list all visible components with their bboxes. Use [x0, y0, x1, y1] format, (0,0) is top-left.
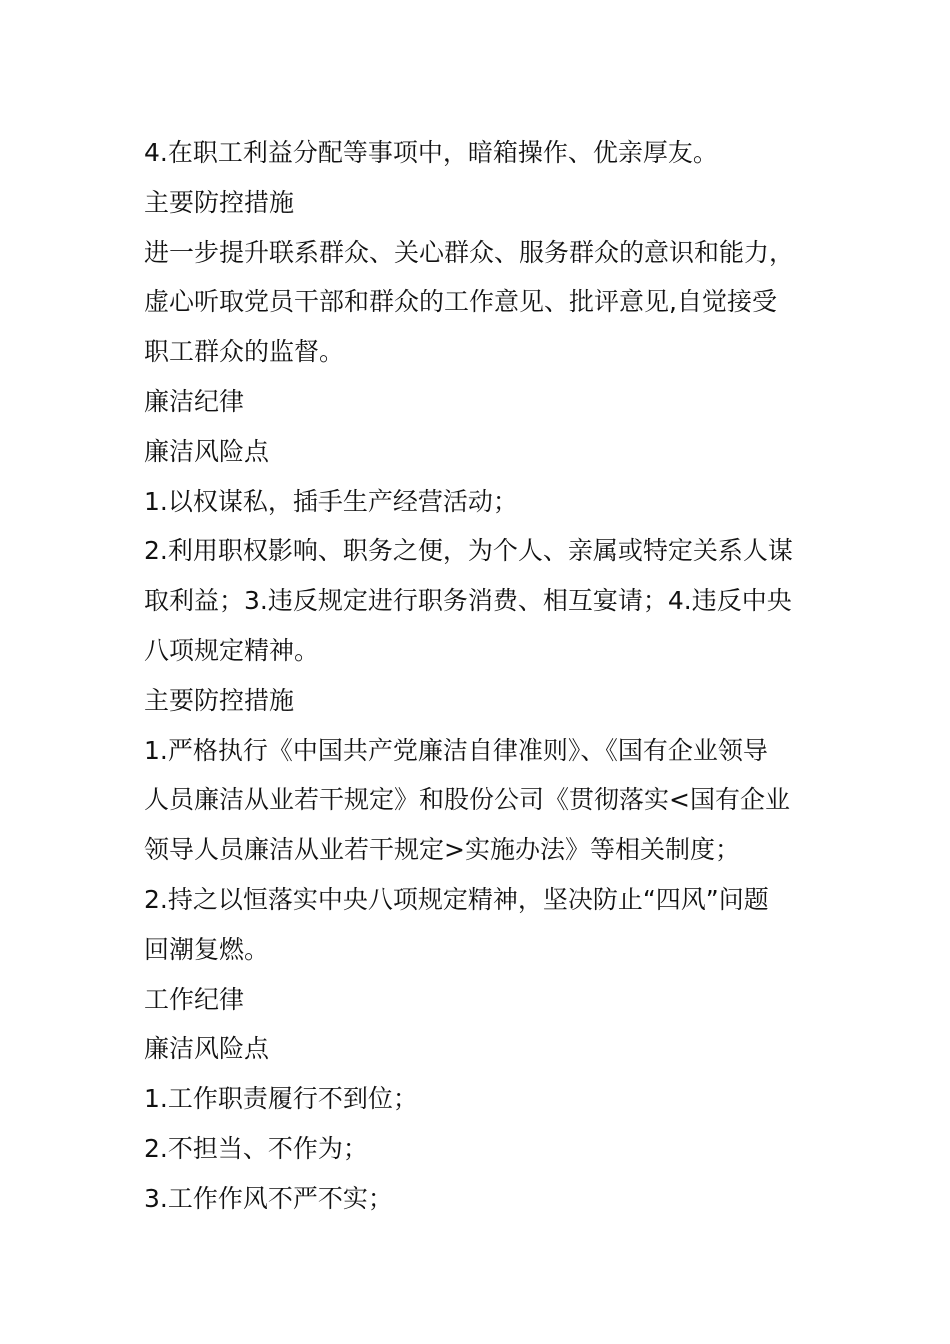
section-heading: 廉洁风险点 [144, 436, 270, 466]
text-line: 进一步提升联系群众、关心群众、服务群众的意识和能力， [144, 237, 795, 267]
text-line: 回潮复燃。 [144, 934, 270, 964]
section-heading: 主要防控措施 [144, 187, 295, 217]
document-body [144, 128, 814, 1224]
text-line: 1.严格执行《中国共产党廉洁自律准则》、《国有企业领导 [144, 735, 768, 765]
text-line: 2.利用职权影响、职务之便，为个人、亲属或特定关系人谋 [144, 536, 793, 566]
text-line: 1.工作职责履行不到位； [144, 1084, 418, 1114]
text-line: 4.在职工利益分配等事项中，暗箱操作、优亲厚友。 [144, 138, 718, 167]
text-line: 3.工作作风不严不实； [144, 1183, 393, 1213]
text-line: 人员廉洁从业若干规定》和股份公司《贯彻落实<国有企业 [144, 785, 790, 815]
section-heading: 工作纪律 [144, 984, 245, 1014]
text-line: 职工群众的监督。 [144, 337, 345, 367]
text-line: 取利益；3.违反规定进行职务消费、相互宴请；4.违反中央 [144, 586, 792, 616]
text-line: 领导人员廉洁从业若干规定>实施办法》等相关制度； [144, 835, 740, 865]
section-heading: 廉洁风险点 [144, 1034, 270, 1064]
section-heading: 廉洁纪律 [144, 386, 245, 416]
section-heading: 主要防控措施 [144, 685, 295, 715]
text-line: 2.持之以恒落实中央八项规定精神，坚决防止“四风”问题 [144, 884, 769, 914]
text-line: 八项规定精神。 [144, 635, 320, 665]
text-line: 1.以权谋私，插手生产经营活动； [144, 486, 518, 516]
text-line: 虚心听取党员干部和群众的工作意见、批评意见,自觉接受 [144, 287, 777, 317]
text-line: 2.不担当、不作为； [144, 1133, 368, 1163]
